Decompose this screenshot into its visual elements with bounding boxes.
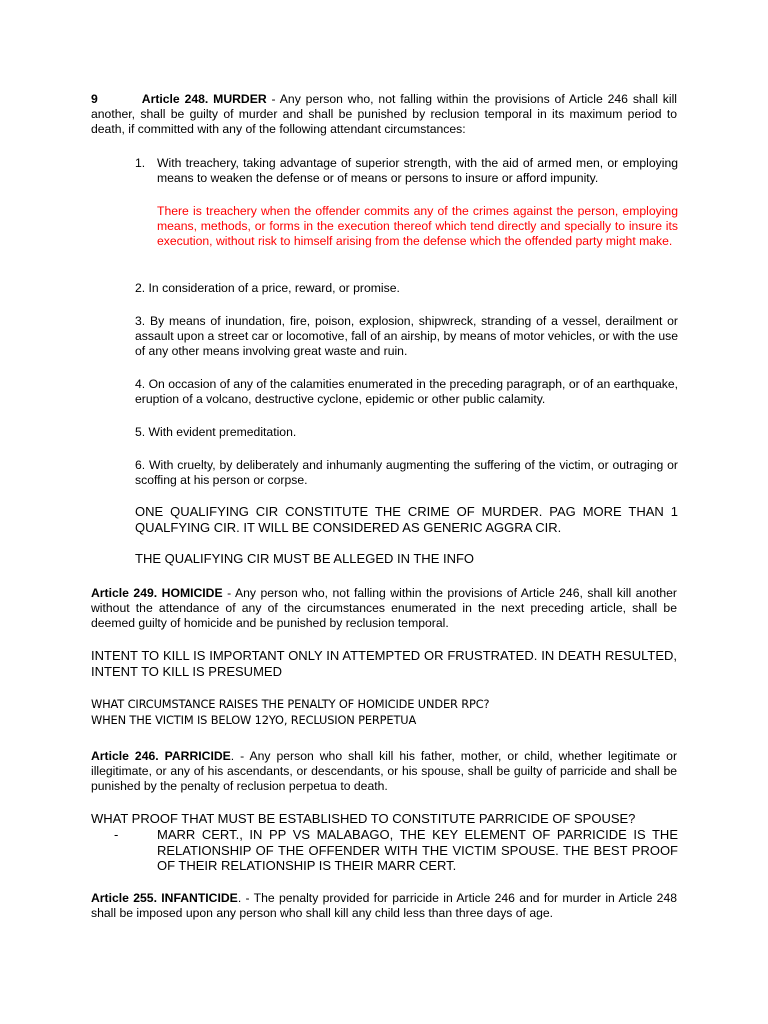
- murder-note-1: ONE QUALIFYING CIR CONSTITUTE THE CRIME OF MURDER. PAG MORE THAN 1 QUALFYING CIR. IT WILL BE CONSIDERED AS GENERIC AGGRA CIR.: [135, 504, 678, 535]
- item-1-number: 1.: [135, 156, 146, 170]
- homicide-question-block: [91, 697, 677, 728]
- article-249-heading: Article 249. HOMICIDE: [91, 586, 223, 600]
- article-255-heading: Article 255. INFANTICIDE: [91, 891, 238, 905]
- article-248-heading: Article 248. MURDER: [141, 92, 267, 106]
- bullet-dash: -: [114, 827, 119, 842]
- item-6-text: 6. With cruelty, by deliberately and inhumanly augmenting the suffering of the victim, or outraging or scoffing at his person or corpse.: [135, 458, 678, 487]
- murder-note-2: THE QUALIFYING CIR MUST BE ALLEGED IN THE INFO: [135, 551, 475, 566]
- article-246-paragraph: [91, 749, 677, 794]
- item-2-text: 2. In consideration of a price, reward, or promise.: [135, 281, 400, 295]
- homicide-question: WHAT CIRCUMSTANCE RAISES THE PENALTY OF HOMICIDE UNDER RPC?: [91, 697, 490, 711]
- homicide-note-1: INTENT TO KILL IS IMPORTANT ONLY IN ATTEMPTED OR FRUSTRATED. IN DEATH RESULTED, INTENT TO KILL IS PRESUMED: [91, 648, 677, 679]
- article-249-paragraph: [91, 586, 677, 631]
- article-248-text: - Any person who, not falling within the provisions of Article 246 shall kill another, shall be guilty of murder and shall be punished by reclusion temporal in its maximum period to death, if committed with any of the following attendant circumstances:: [91, 92, 677, 136]
- parricide-question: WHAT PROOF THAT MUST BE ESTABLISHED TO CONSTITUTE PARRICIDE OF SPOUSE?: [91, 811, 636, 826]
- treachery-note: There is treachery when the offender commits any of the crimes against the person, employing means, methods, or forms in the execution thereof which tend directly and specially to insure its execution, without risk to himself arising from the defense which the offended party might make.: [157, 204, 678, 248]
- article-246-heading: Article 246. PARRICIDE: [91, 749, 231, 763]
- item-1-text: With treachery, taking advantage of superior strength, with the aid of armed men, or employing means to weaken the defense or of means or persons to insure or afford impunity.: [157, 156, 678, 185]
- article-249-text: - Any person who, not falling within the provisions of Article 246, shall kill another without the attendance of any of the circumstances enumerated in the next preceding article, shall be deemed guilty of homicide and be punished by reclusion temporal.: [91, 586, 677, 630]
- article-246-text: . - Any person who shall kill his father, mother, or child, whether legitimate or illegitimate, or any of his ascendants, or descendants, or his spouse, shall be guilty of parricide and shall be punished by the penalty of reclusion perpetua to death.: [91, 749, 678, 793]
- parricide-answer: MARR CERT., IN PP VS MALABAGO, THE KEY ELEMENT OF PARRICIDE IS THE RELATIONSHIP OF THE OFFENDER WITH THE VICTIM SPOUSE. THE BEST PROOF OF THEIR RELATIONSHIP IS THEIR MARR CERT.: [157, 827, 678, 874]
- item-4-text: 4. On occasion of any of the calamities enumerated in the preceding paragraph, or of an earthquake, eruption of a volcano, destructive cyclone, epidemic or other public calamity.: [135, 377, 678, 406]
- item-3-text: 3. By means of inundation, fire, poison, explosion, shipwreck, stranding of a vessel, derailment or assault upon a street car or locomotive, fall of an airship, by means of motor vehicles, or with the use of any other means involving great waste and ruin.: [135, 314, 678, 358]
- article-248-paragraph: [91, 92, 677, 137]
- item-5-text: 5. With evident premeditation.: [135, 425, 297, 439]
- homicide-answer: WHEN THE VICTIM IS BELOW 12YO, RECLUSION PERPETUA: [91, 712, 417, 727]
- article-255-paragraph: [91, 891, 677, 921]
- article-number: 9: [91, 92, 98, 106]
- article-255-text: . - The penalty provided for parricide in Article 246 and for murder in Article 248 shall be imposed upon any person who shall kill any child less than three days of age.: [91, 891, 677, 920]
